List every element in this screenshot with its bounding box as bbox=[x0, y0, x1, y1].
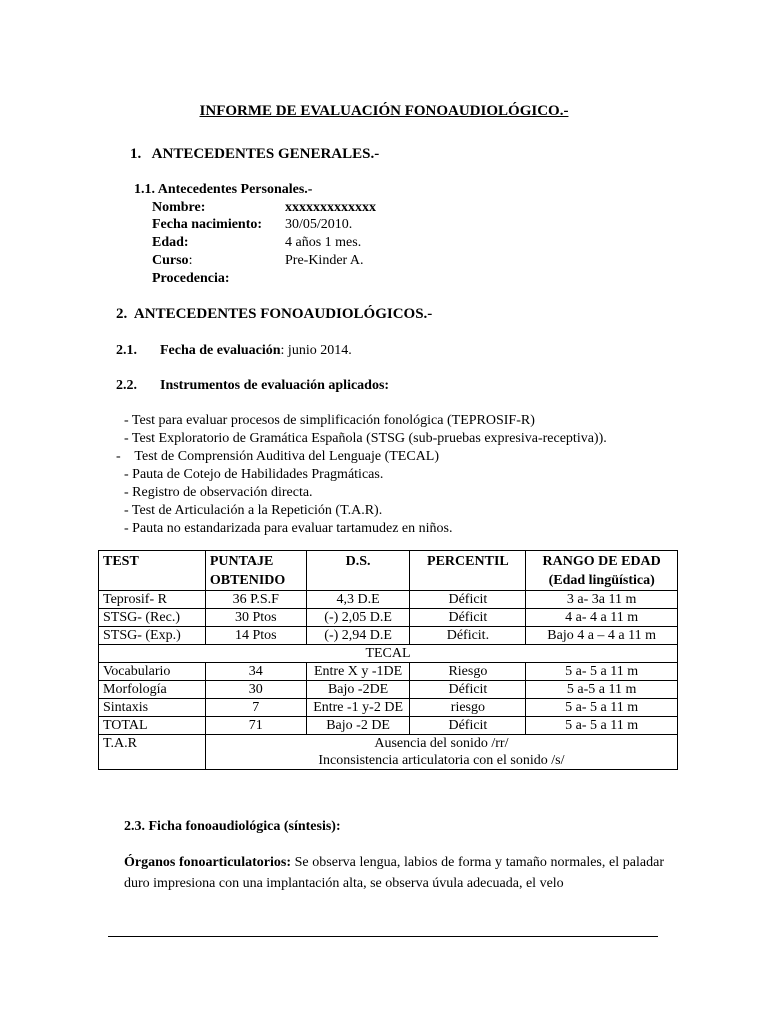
cell-percentil: Déficit bbox=[410, 717, 526, 735]
footer-rule bbox=[108, 936, 658, 937]
tar-line-1: Ausencia del sonido /rr/ bbox=[374, 736, 509, 751]
cell-test: Sintaxis bbox=[99, 699, 206, 717]
cell-test: STSG- (Rec.) bbox=[99, 609, 206, 627]
header-ds: D.S. bbox=[306, 551, 410, 591]
header-puntaje-line1: PUNTAJE bbox=[209, 554, 274, 569]
field-value-fecha-nacimiento: 30/05/2010. bbox=[285, 217, 353, 232]
cell-ds: Bajo -2DE bbox=[306, 681, 410, 699]
header-puntaje-line2: OBTENIDO bbox=[209, 573, 286, 588]
cell-test-tar: T.A.R bbox=[99, 735, 206, 770]
item-2-1-value: : junio 2014. bbox=[280, 343, 352, 358]
instrument-item: - Test de Comprensión Auditiva del Lenguaje (TECAL) bbox=[116, 449, 440, 464]
organos-label: Órganos fonoarticulatorios: bbox=[124, 855, 291, 870]
results-table bbox=[98, 550, 678, 770]
header-rango-line2: (Edad lingüística) bbox=[548, 573, 655, 588]
item-2-2-number: 2.2. bbox=[116, 378, 137, 393]
cell-rango: 5 a- 5 a 11 m bbox=[526, 717, 678, 735]
table-row-tar bbox=[99, 735, 678, 770]
section-2-heading: 2. ANTECEDENTES FONOAUDIOLÓGICOS.- bbox=[116, 306, 433, 322]
header-test: TEST bbox=[99, 551, 206, 591]
cell-ds: (-) 2,05 D.E bbox=[306, 609, 410, 627]
cell-ds: (-) 2,94 D.E bbox=[306, 627, 410, 645]
table-row bbox=[99, 627, 678, 645]
cell-percentil: Déficit bbox=[410, 609, 526, 627]
cell-test: TOTAL bbox=[99, 717, 206, 735]
cell-percentil: Déficit bbox=[410, 681, 526, 699]
cell-puntaje: 14 Ptos bbox=[205, 627, 306, 645]
cell-percentil: riesgo bbox=[410, 699, 526, 717]
organos-paragraph bbox=[124, 852, 664, 894]
section-1-heading: 1. ANTECEDENTES GENERALES.- bbox=[130, 146, 380, 162]
cell-rango: 4 a- 4 a 11 m bbox=[526, 609, 678, 627]
instrument-item: - Pauta de Cotejo de Habilidades Pragmáticas. bbox=[124, 467, 384, 482]
header-percentil: PERCENTIL bbox=[410, 551, 526, 591]
item-2-1-number: 2.1. bbox=[116, 343, 137, 358]
cell-percentil: Riesgo bbox=[410, 663, 526, 681]
header-puntaje bbox=[205, 551, 306, 591]
cell-puntaje: 71 bbox=[205, 717, 306, 735]
cell-puntaje: 30 Ptos bbox=[205, 609, 306, 627]
table-row bbox=[99, 663, 678, 681]
table-row bbox=[99, 717, 678, 735]
table-row bbox=[99, 591, 678, 609]
tar-line-2: Inconsistencia articulatoria con el sonido /s/ bbox=[318, 753, 565, 768]
cell-rango: 3 a- 3a 11 m bbox=[526, 591, 678, 609]
cell-ds: Entre -1 y-2 DE bbox=[306, 699, 410, 717]
cell-tar-result bbox=[205, 735, 677, 770]
section-1-1-heading: 1.1. Antecedentes Personales.- bbox=[134, 182, 313, 197]
field-value-edad: 4 años 1 mes. bbox=[285, 235, 362, 250]
instrument-item: - Test Exploratorio de Gramática Española (STSG (sub-pruebas expresiva-receptiva)). bbox=[124, 431, 607, 446]
document-title: INFORME DE EVALUACIÓN FONOAUDIOLÓGICO.- bbox=[199, 103, 569, 119]
cell-percentil: Déficit bbox=[410, 591, 526, 609]
cell-test: Morfología bbox=[99, 681, 206, 699]
cell-test: Teprosif- R bbox=[99, 591, 206, 609]
item-2-1-label: Fecha de evaluación bbox=[160, 343, 281, 358]
table-row-tecal bbox=[99, 645, 678, 663]
cell-puntaje: 34 bbox=[205, 663, 306, 681]
field-label-procedencia: Procedencia: bbox=[152, 271, 230, 286]
instrument-item: - Test de Articulación a la Repetición (T.A.R). bbox=[124, 503, 383, 518]
field-label-edad: Edad: bbox=[152, 235, 189, 250]
cell-rango: 5 a-5 a 11 m bbox=[526, 681, 678, 699]
field-value-nombre: xxxxxxxxxxxxx bbox=[285, 200, 376, 215]
cell-ds: Entre X y -1DE bbox=[306, 663, 410, 681]
instrument-item: - Registro de observación directa. bbox=[124, 485, 313, 500]
field-label-curso: Curso bbox=[152, 253, 189, 268]
field-value-curso: Pre-Kinder A. bbox=[285, 253, 364, 268]
cell-puntaje: 36 P.S.F bbox=[205, 591, 306, 609]
cell-rango: 5 a- 5 a 11 m bbox=[526, 699, 678, 717]
table-header-row bbox=[99, 551, 678, 591]
cell-puntaje: 7 bbox=[205, 699, 306, 717]
cell-test: Vocabulario bbox=[99, 663, 206, 681]
organos-text: Se observa lengua, labios de forma y tamaño normales, el paladar duro impresiona con una implantación alta, se observa úvula adecuada, el velo bbox=[124, 855, 664, 891]
cell-ds: 4,3 D.E bbox=[306, 591, 410, 609]
cell-percentil: Déficit. bbox=[410, 627, 526, 645]
cell-rango: Bajo 4 a – 4 a 11 m bbox=[526, 627, 678, 645]
field-label-fecha-nacimiento: Fecha nacimiento: bbox=[152, 217, 263, 232]
item-2-1-line bbox=[160, 343, 352, 359]
field-label-nombre: Nombre: bbox=[152, 200, 206, 215]
table-row bbox=[99, 681, 678, 699]
instrument-item: - Test para evaluar procesos de simplificación fonológica (TEPROSIF-R) bbox=[124, 413, 535, 428]
cell-ds: Bajo -2 DE bbox=[306, 717, 410, 735]
field-label-curso-wrap bbox=[152, 253, 192, 269]
item-2-2-label: Instrumentos de evaluación aplicados: bbox=[160, 378, 390, 393]
header-rango-line1: RANGO DE EDAD bbox=[542, 554, 661, 569]
cell-puntaje: 30 bbox=[205, 681, 306, 699]
cell-test: STSG- (Exp.) bbox=[99, 627, 206, 645]
table-row bbox=[99, 609, 678, 627]
cell-rango: 5 a- 5 a 11 m bbox=[526, 663, 678, 681]
tecal-label: TECAL bbox=[99, 645, 678, 663]
header-rango bbox=[526, 551, 678, 591]
field-label-curso-colon: : bbox=[188, 253, 193, 268]
instrument-item: - Pauta no estandarizada para evaluar tartamudez en niños. bbox=[124, 521, 453, 536]
section-2-3-heading: 2.3. Ficha fonoaudiológica (síntesis): bbox=[124, 819, 341, 834]
table-row bbox=[99, 699, 678, 717]
